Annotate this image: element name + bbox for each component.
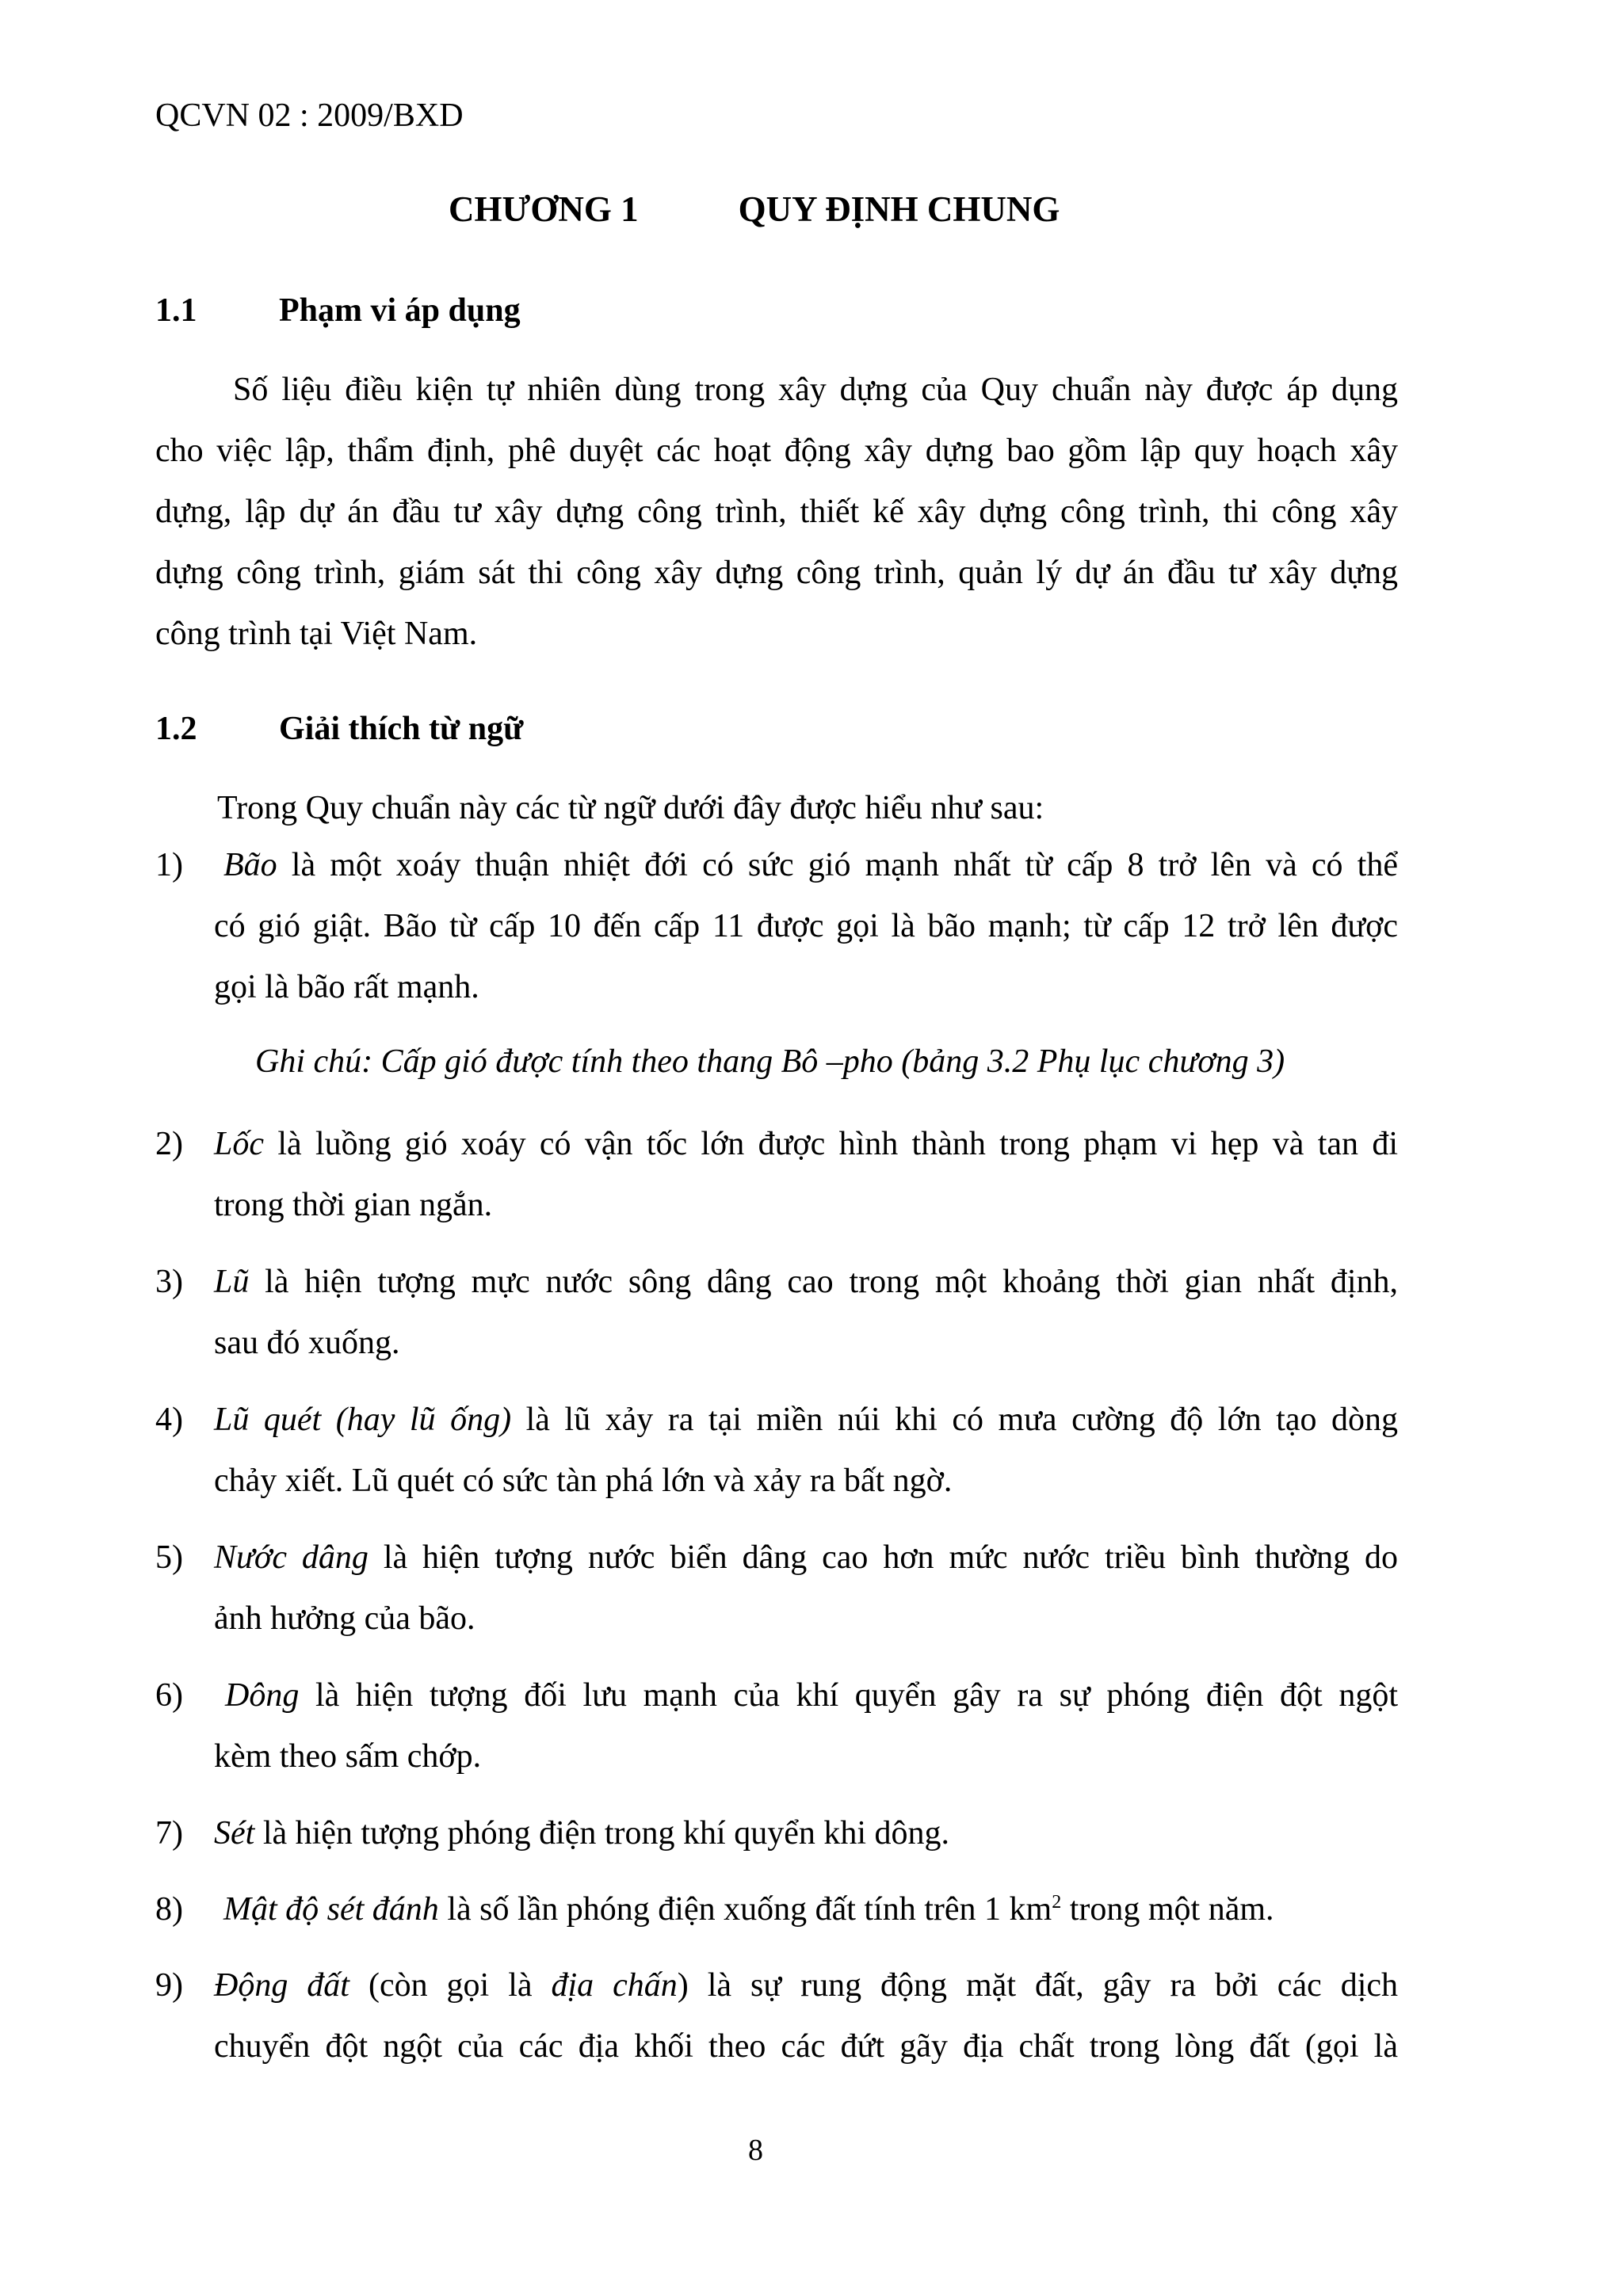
item-term: Mật độ sét đánh (223, 1891, 439, 1928)
section-title: Giải thích từ ngữ (279, 711, 524, 747)
item-text: là hiện tượng phóng điện trong khí quyển khi dông. (254, 1815, 950, 1852)
item-term: Sét (214, 1815, 255, 1852)
item-line (214, 1114, 1398, 1175)
item-number: 7) (155, 1815, 183, 1852)
item-text: là luồng gió xoáy có vận tốc lớn được hình thành trong phạm vi hẹp và tan đi (264, 1126, 1398, 1162)
section-title: Phạm vi áp dụng (279, 292, 521, 329)
item-term-secondary: địa chấn (551, 1967, 678, 2004)
section-number: 1.2 (155, 711, 197, 747)
item-line: gọi là bão rất mạnh. (214, 969, 479, 1005)
chapter-name: QUY ĐỊNH CHUNG (738, 189, 1060, 229)
item-term: Nước dâng (214, 1539, 369, 1576)
item-term: Động đất (214, 1967, 349, 2004)
item-line: chảy xiết. Lũ quét có sức tàn phá lớn và xảy ra bất ngờ. (214, 1463, 953, 1499)
item-text: ) là sự rung động mặt đất, gây ra bởi các dịch (677, 1967, 1399, 2004)
item-number: 8) (155, 1891, 183, 1928)
section-heading-1-2 (155, 710, 524, 748)
item-text: trong một năm. (1061, 1891, 1274, 1928)
page-number: 8 (748, 2134, 763, 2167)
item-line (214, 1665, 1398, 1726)
item-text: (còn gọi là (349, 1967, 552, 2004)
item-line: sau đó xuống. (214, 1325, 400, 1361)
item-text: là hiện tượng mực nước sông dâng cao trong một khoảng thời gian nhất định, (249, 1264, 1398, 1300)
item-term: Lốc (214, 1126, 264, 1162)
standard-code: QCVN 02 : 2009/BXD (155, 97, 464, 134)
item-text: là một xoáy thuận nhiệt đới có sức gió mạnh nhất từ cấp 8 trở lên và có thể (277, 847, 1398, 883)
item-line (214, 1252, 1398, 1313)
item-number: 1) (155, 847, 183, 883)
item-line (214, 1879, 1398, 1940)
section-1-1-paragraph (155, 360, 1398, 665)
item-line (214, 1803, 1398, 1864)
item-line: chuyển đột ngột của các địa khối theo các đứt gãy địa chất trong lòng đất (gọi là (214, 2028, 1398, 2065)
item-line: trong thời gian ngắn. (214, 1187, 493, 1223)
section-heading-1-1 (155, 292, 521, 330)
item-line: kèm theo sấm chớp. (214, 1738, 482, 1775)
item-number: 6) (155, 1677, 183, 1714)
chapter-number: CHƯƠNG 1 (449, 189, 639, 229)
note: Ghi chú: Cấp gió được tính theo thang Bô –pho (bảng 3.2 Phụ lục chương 3) (255, 1043, 1285, 1080)
item-number: 4) (155, 1402, 183, 1438)
section-number: 1.1 (155, 292, 197, 329)
item-text: là lũ xảy ra tại miền núi khi có mưa cường độ lớn tạo dòng (511, 1402, 1398, 1438)
item-term: Dông (225, 1677, 300, 1714)
paragraph-line: Số liệu điều kiện tự nhiên dùng trong xây dựng của Quy chuẩn này được áp dụng (233, 372, 1398, 408)
item-text: là hiện tượng nước biển dâng cao hơn mức nước triều bình thường do (368, 1539, 1399, 1576)
item-number: 2) (155, 1126, 183, 1162)
item-text: là hiện tượng đối lưu mạnh của khí quyển gây ra sự phóng điện đột ngột (299, 1677, 1398, 1714)
item-line (214, 1390, 1398, 1451)
definitions-intro: Trong Quy chuẩn này các từ ngữ dưới đây được hiểu như sau: (217, 790, 1044, 826)
item-text: là số lần phóng điện xuống đất tính trên 1 km (438, 1891, 1052, 1928)
item-term: Lũ quét (hay lũ ống) (214, 1402, 512, 1438)
chapter-title (449, 189, 1060, 230)
item-line (214, 1955, 1398, 2016)
paragraph-line: công trình tại Việt Nam. (155, 616, 478, 652)
item-line: ảnh hưởng của bão. (214, 1600, 475, 1637)
item-number: 5) (155, 1539, 183, 1576)
item-line (214, 835, 1398, 896)
paragraph-line: cho việc lập, thẩm định, phê duyệt các hoạt động xây dựng bao gồm lập quy hoạch xây (155, 433, 1398, 469)
item-number: 9) (155, 1967, 183, 2004)
item-line: có gió giật. Bão từ cấp 10 đến cấp 11 được gọi là bão mạnh; từ cấp 12 trở lên được (214, 908, 1398, 944)
item-number: 3) (155, 1264, 183, 1300)
item-term: Bão (223, 847, 277, 883)
item-line (214, 1527, 1398, 1589)
paragraph-line: dựng, lập dự án đầu tư xây dựng công trình, thiết kế xây dựng công trình, thi công xây (155, 494, 1398, 530)
paragraph-line: dựng công trình, giám sát thi công xây dựng công trình, quản lý dự án đầu tư xây dựng (155, 555, 1398, 591)
superscript: 2 (1052, 1892, 1062, 1913)
item-term: Lũ (214, 1264, 250, 1300)
